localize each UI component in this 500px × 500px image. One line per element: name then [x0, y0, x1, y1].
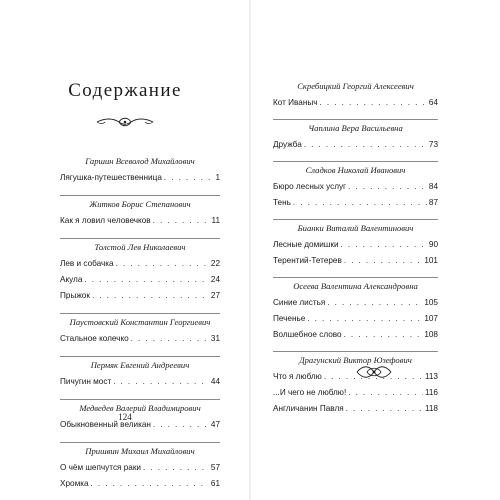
dot-leader [293, 198, 427, 207]
author-heading: Осеева Валентина Александровна [293, 281, 418, 291]
section-divider [273, 277, 438, 278]
dot-leader [341, 240, 427, 249]
toc-entry[interactable] [60, 291, 220, 302]
author-heading: Медведев Валерий Владимирович [79, 403, 201, 413]
entry-page-number: 31 [210, 334, 220, 343]
author-heading: Житков Борис Степанович [89, 199, 191, 209]
entry-title: Бюро лесных услуг [273, 182, 347, 191]
entry-title: Как я ловил человечков [60, 216, 151, 225]
entry-title: Обыкновенный великан [60, 420, 151, 429]
dot-leader [344, 256, 422, 265]
entry-title: Терентий-Тетерев [273, 256, 342, 265]
dot-leader [346, 404, 423, 413]
toc-entry[interactable] [273, 298, 438, 309]
section-divider [273, 219, 438, 220]
entry-page-number: 44 [210, 377, 220, 386]
entry-page-number: 84 [428, 182, 438, 191]
page-title: Содержание [68, 80, 182, 101]
entry-title: Кот Иваныч [273, 98, 318, 107]
author-heading: Паустовский Константин Георгиевич [69, 317, 211, 327]
entry-title: Лев и собачка [60, 259, 114, 268]
dot-leader [320, 98, 427, 107]
section-divider [273, 161, 438, 162]
dot-leader [344, 330, 423, 339]
section-divider [273, 351, 438, 352]
entry-page-number: 61 [210, 479, 220, 488]
author-heading: Скребицкий Георгий Алексеевич [297, 81, 414, 91]
toc-entry[interactable] [273, 98, 438, 109]
entry-title: Лесные домишки [273, 240, 339, 249]
author-heading: Драгунский Виктор Юзефович [299, 355, 412, 365]
section-divider [60, 442, 220, 443]
toc-entry[interactable] [273, 182, 438, 193]
dot-leader [327, 298, 422, 307]
entry-page-number: 118 [424, 404, 438, 413]
entry-page-number: 108 [424, 330, 438, 339]
entry-title: Акула [60, 275, 83, 284]
title-flourish-icon [95, 115, 155, 129]
entry-title: Пичугин мост [60, 377, 112, 386]
book-spine [249, 0, 251, 500]
entry-title: Волшебное слово [273, 330, 342, 339]
entry-page-number: 73 [428, 140, 438, 149]
section-divider [60, 195, 220, 196]
entry-title: О чём шепчутся раки [60, 463, 142, 472]
dot-leader [116, 259, 209, 268]
toc-entry[interactable] [60, 173, 220, 184]
entry-page-number: 11 [211, 216, 220, 225]
toc-entry[interactable] [60, 463, 220, 474]
entry-page-number: 87 [428, 198, 438, 207]
entry-page-number: 27 [210, 291, 220, 300]
toc-entry[interactable] [60, 479, 220, 490]
entry-page-number: 64 [428, 98, 438, 107]
entry-title: Прыжок [60, 291, 90, 300]
author-heading: Бианки Виталий Валентинович [297, 223, 414, 233]
dot-leader [91, 479, 209, 488]
dot-leader [348, 182, 427, 191]
section-divider [60, 356, 220, 357]
entry-page-number: 47 [210, 420, 220, 429]
author-heading: Чаплина Вера Васильевна [308, 123, 403, 133]
dot-leader [143, 463, 209, 472]
entry-page-number: 116 [424, 388, 438, 397]
author-heading: Толстой Лев Николаевич [94, 242, 186, 252]
toc-entry[interactable] [60, 259, 220, 270]
author-heading: Сладков Николай Иванович [305, 165, 406, 175]
toc-entry[interactable] [273, 240, 438, 251]
dot-leader [153, 216, 210, 225]
toc-entry[interactable] [60, 377, 220, 388]
entry-title: ...И чего не люблю! [273, 388, 347, 397]
dot-leader [348, 388, 423, 397]
author-heading: Пришвин Михаил Михайлович [85, 446, 195, 456]
toc-entry[interactable] [273, 314, 438, 325]
toc-entry[interactable] [273, 388, 438, 399]
entry-title: Хромка [60, 479, 89, 488]
entry-page-number: 105 [424, 298, 438, 307]
entry-title: Синие листья [273, 298, 326, 307]
dot-leader [113, 377, 209, 386]
end-flourish-icon [355, 361, 393, 383]
dot-leader [164, 173, 214, 182]
section-divider [60, 313, 220, 314]
dot-leader [304, 140, 427, 149]
toc-entry[interactable] [273, 256, 438, 267]
entry-page-number: 107 [424, 314, 438, 323]
entry-title: Стальное колечко [60, 334, 129, 343]
entry-page-number: 57 [210, 463, 220, 472]
entry-page-number: 101 [424, 256, 438, 265]
author-heading: Гаршин Всеволод Михайлович [85, 156, 195, 166]
toc-entry[interactable] [60, 275, 220, 286]
entry-title: Дружба [273, 140, 302, 149]
dot-leader [307, 314, 422, 323]
section-divider [60, 238, 220, 239]
toc-entry[interactable] [60, 334, 220, 345]
section-divider [60, 399, 220, 400]
toc-entry[interactable] [273, 404, 438, 415]
dot-leader [84, 275, 209, 284]
section-divider [273, 119, 438, 120]
entry-title: Печенье [273, 314, 306, 323]
entry-page-number: 24 [210, 275, 220, 284]
toc-entry[interactable] [273, 140, 438, 151]
page-number: 124 [118, 412, 132, 422]
entry-page-number: 1 [215, 173, 220, 182]
entry-page-number: 90 [428, 240, 438, 249]
entry-page-number: 113 [424, 372, 438, 381]
author-heading: Пермяк Евгений Андреевич [90, 360, 190, 370]
toc-entry[interactable] [273, 198, 438, 209]
entry-title: Англичанин Павля [273, 404, 344, 413]
dot-leader [131, 334, 209, 343]
entry-title: Тень [273, 198, 291, 207]
entry-page-number: 22 [210, 259, 220, 268]
toc-entry[interactable] [60, 216, 220, 227]
toc-entry[interactable] [273, 330, 438, 341]
entry-title: Лягушка-путешественница [60, 173, 162, 182]
dot-leader [92, 291, 209, 300]
entry-title: Что я люблю [273, 372, 322, 381]
